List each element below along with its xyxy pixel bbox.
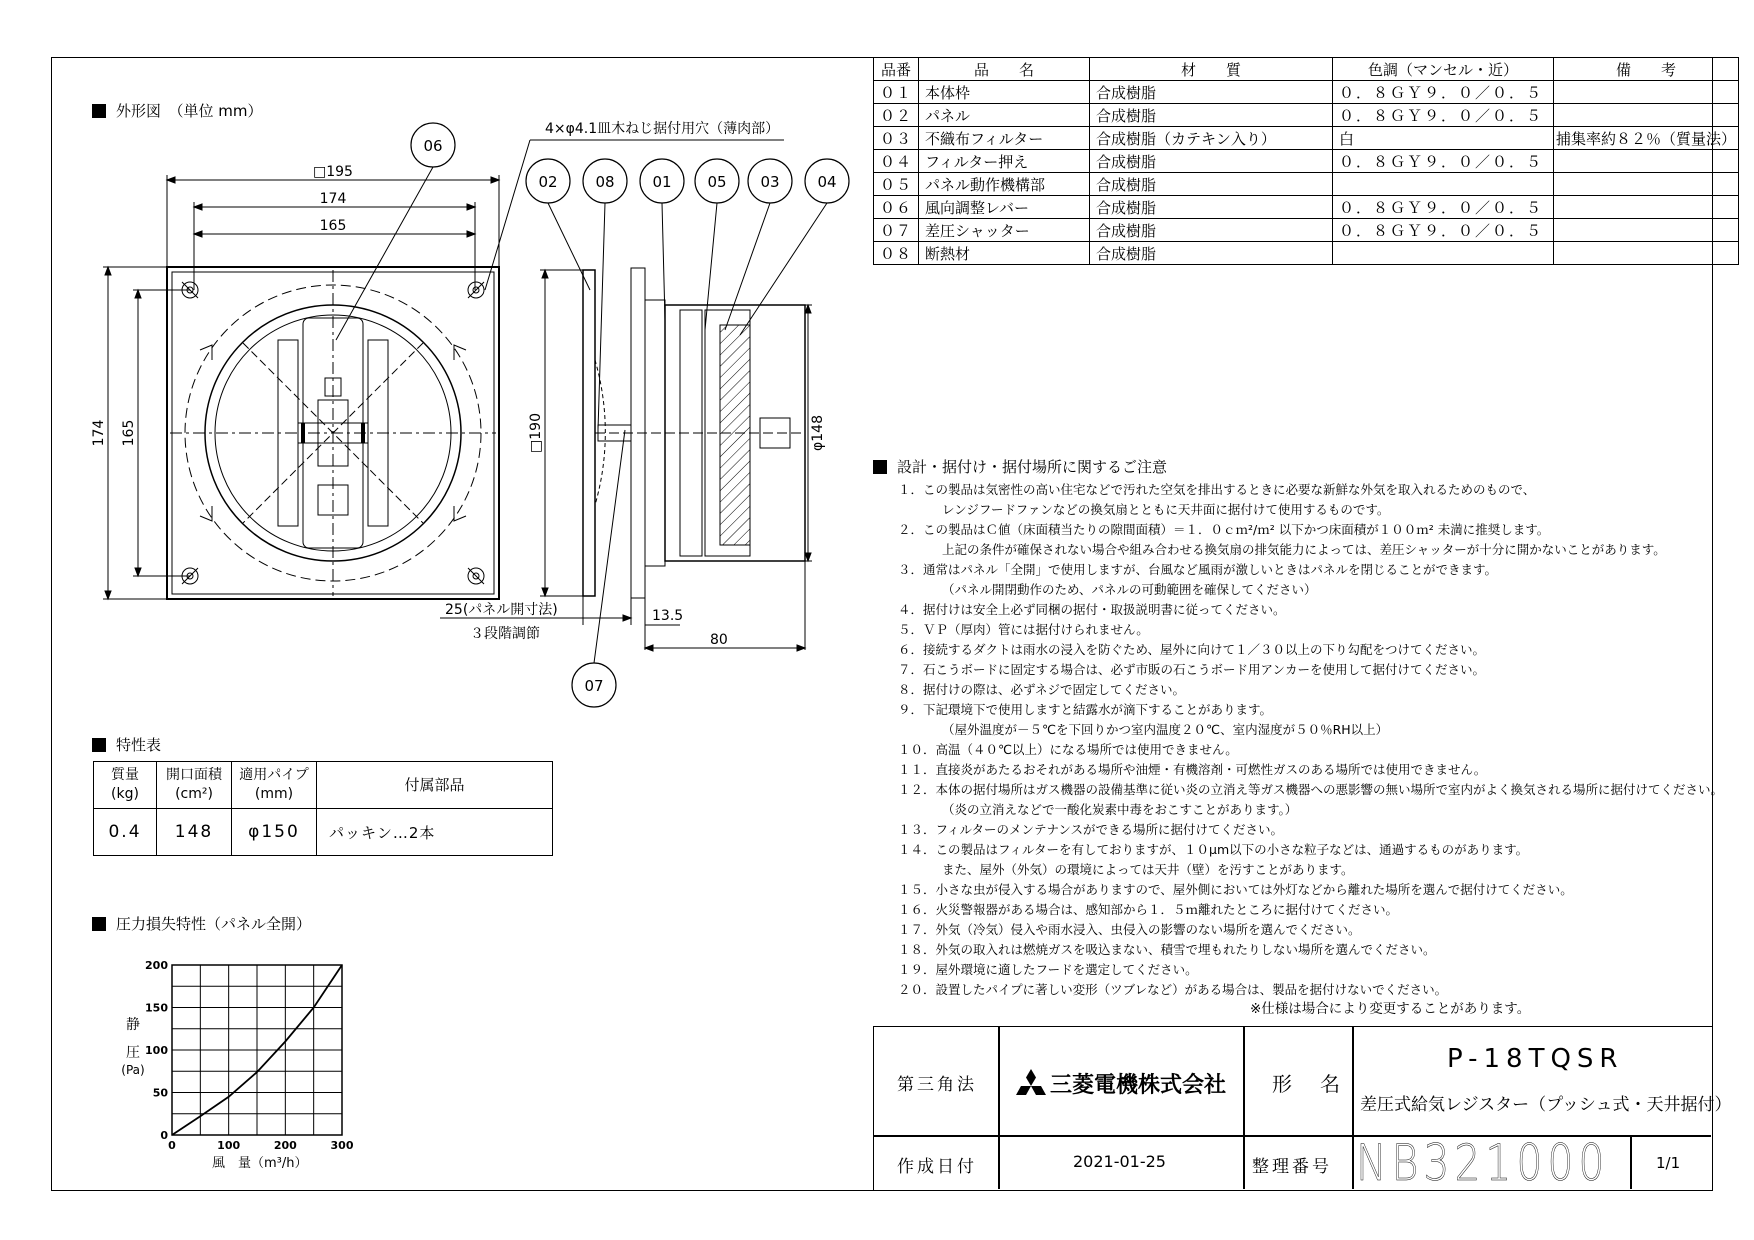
y-tick-label: 150 <box>145 1001 168 1015</box>
note-line: レンジフードファンなどの換気扇とともに天井面に据付けて使用するものです。 <box>942 502 1390 517</box>
date-value: 2021-01-25 <box>1073 1152 1166 1171</box>
part-remark <box>1554 81 1739 104</box>
header-remark: 備 考 <box>1554 58 1739 81</box>
spec-acc-header: 付属部品 <box>317 762 553 809</box>
part-color <box>1333 242 1554 265</box>
dim-174-top: 174 <box>319 191 347 207</box>
spec-pipe-header: 適用パイプ (mm) <box>232 762 317 809</box>
model-number: P-18TQSR <box>1447 1044 1624 1074</box>
note-line: ２０．設置したパイプに著しい変形（ツブレなど）がある場合は、製品を据付けないでください。 <box>898 982 1448 997</box>
spec-table <box>93 761 553 856</box>
table-row <box>874 127 1739 150</box>
dim-165-left: 165 <box>121 419 137 447</box>
model-label: 形 名 <box>1272 1072 1344 1096</box>
y-tick-label: 0 <box>160 1129 168 1142</box>
y-tick-label: 100 <box>145 1044 168 1057</box>
part-material: 合成樹脂 <box>1090 219 1333 242</box>
page-number: 1/1 <box>1656 1154 1681 1172</box>
part-no: ０７ <box>874 219 919 242</box>
dim-13-5: 13.5 <box>652 608 684 624</box>
y-tick-label: 50 <box>152 1086 168 1100</box>
note-line: ２．この製品はＣ値（床面積当たりの隙間面積）＝１．０ｃｍ²/ｍ² 以下かつ床面積が１００ｍ² 未満に推奨します。 <box>898 522 1550 537</box>
part-no: ０６ <box>874 196 919 219</box>
note-line: （パネル開閉動作のため、パネルの可動範囲を確保してください） <box>942 582 1317 597</box>
part-color: ０．８ＧＹ９．０／０．５ <box>1333 150 1554 173</box>
callout-circles <box>411 123 849 707</box>
spec-acc: パッキン…2本 <box>317 809 553 856</box>
callout-07: 07 <box>584 677 604 695</box>
note-line: （屋外温度が－５℃を下回りかつ室内温度２０℃、室内湿度が５０％RH以上） <box>942 722 1389 737</box>
note-line: １８．外気の取入れは燃焼ガスを吸込まない、積雪で埋もれたりしない場所を選んでください。 <box>898 942 1436 957</box>
part-color <box>1333 173 1554 196</box>
part-material: 合成樹脂 <box>1090 242 1333 265</box>
part-color: ０．８ＧＹ９．０／０．５ <box>1333 196 1554 219</box>
screw-note: 4×φ4.1皿木ねじ据付用穴（薄肉部） <box>545 121 780 137</box>
note-line: １．この製品は気密性の高い住宅などで汚れた空気を排出するときに必要な新鮮な外気を取入れるためのもので、 <box>898 482 1536 497</box>
header-material: 材 質 <box>1090 58 1333 81</box>
callout-01: 01 <box>652 173 672 191</box>
y-tick-label: 200 <box>145 959 168 972</box>
ylabel-char: 圧 <box>126 1045 140 1061</box>
note-line: １２．本体の据付場所はガス機器の設備基準に従い炎の立消え等ガス機器への悪影響の無い場所で室内がよく換気される場所に据付けてください。 <box>898 782 1724 797</box>
part-remark <box>1554 242 1739 265</box>
callout-04: 04 <box>817 173 837 191</box>
dim-165-top: 165 <box>319 218 347 234</box>
part-name: 風向調整レバー <box>919 196 1090 219</box>
header-name: 品 名 <box>919 58 1090 81</box>
date-label: 作成日付 <box>897 1157 977 1177</box>
mitsubishi-logo-icon <box>1014 1068 1048 1098</box>
part-remark <box>1554 104 1739 127</box>
drawing-number: NB321000 <box>1356 1134 1610 1192</box>
part-name: パネル動作機構部 <box>919 173 1090 196</box>
part-remark <box>1554 219 1739 242</box>
header-no: 品番 <box>874 58 919 81</box>
spec-change-note: ※仕様は場合により変更することがあります。 <box>1250 1001 1531 1017</box>
dim-174-left: 174 <box>91 419 107 447</box>
part-name: 本体枠 <box>919 81 1090 104</box>
side-view <box>583 268 805 598</box>
product-name: 差圧式給気レジスター（プッシュ式・天井据付） <box>1360 1095 1732 1115</box>
note-line: １４．この製品はフィルターを有しておりますが、１０μm以下の小さな粒子などは、通過するものがあります。 <box>898 842 1529 857</box>
company-name: 三菱電機株式会社 <box>1050 1073 1227 1098</box>
ylabel-unit: (Pa) <box>121 1063 145 1077</box>
note-line: １５．小さな虫が侵入する場合がありますので、屋外側においては外灯などから離れた場所を選んで据付けてください。 <box>898 882 1573 897</box>
number-label: 整理番号 <box>1252 1157 1332 1177</box>
projection-label: 第三角法 <box>897 1075 977 1095</box>
header-color: 色調（マンセル・近） <box>1333 58 1554 81</box>
spec-pipe: φ150 <box>232 809 317 856</box>
spec-area-header: 開口面積 (cm²) <box>157 762 232 809</box>
dim-80: 80 <box>710 632 728 648</box>
part-no: ０８ <box>874 242 919 265</box>
part-no: ０４ <box>874 150 919 173</box>
parts-table <box>873 57 1739 265</box>
x-tick-label: 0 <box>168 1139 176 1152</box>
note-line: １９．屋外環境に適したフードを選定してください。 <box>898 962 1198 977</box>
table-row <box>874 104 1739 127</box>
part-name: パネル <box>919 104 1090 127</box>
note-line: ４．据付けは安全上必ず同梱の据付・取扱説明書に従ってください。 <box>898 602 1286 617</box>
callout-05: 05 <box>707 173 727 191</box>
note-line: ６．接続するダクトは雨水の浸入を防ぐため、屋外に向けて１／３０以上の下り勾配をつけてください。 <box>898 642 1486 657</box>
table-row <box>874 173 1739 196</box>
note-line: 上記の条件が確保されない場合や組み合わせる換気扇の排気能力によっては、差圧シャッターが十分に開かないことがあります。 <box>942 542 1666 557</box>
part-name: 差圧シャッター <box>919 219 1090 242</box>
callout-08: 08 <box>595 173 615 191</box>
part-no: ０２ <box>874 104 919 127</box>
part-material: 合成樹脂（カテキン入り） <box>1090 127 1333 150</box>
table-row <box>874 81 1739 104</box>
part-color: ０．８ＧＹ９．０／０．５ <box>1333 104 1554 127</box>
spec-header <box>94 762 553 809</box>
pressure-xlabel: 風 量（m³/h） <box>212 1156 308 1171</box>
note-line: ７．石こうボードに固定する場合は、必ず市販の石こうボード用アンカーを使用して据付けてください。 <box>898 662 1486 677</box>
part-material: 合成樹脂 <box>1090 81 1333 104</box>
part-color: 白 <box>1333 127 1554 150</box>
note-line: １３．フィルターのメンテナンスができる場所に据付けてください。 <box>898 822 1284 837</box>
spec-values <box>94 809 553 856</box>
part-no: ０３ <box>874 127 919 150</box>
table-row <box>874 196 1739 219</box>
dim-190: □190 <box>528 413 544 453</box>
part-color: ０．８ＧＹ９．０／０．５ <box>1333 81 1554 104</box>
part-remark <box>1554 196 1739 219</box>
table-row <box>874 242 1739 265</box>
callout-06: 06 <box>423 137 443 155</box>
note-line: また、屋外（外気）の環境によっては天井（壁）を汚すことがあります。 <box>942 862 1354 877</box>
notes-title: 設計・据付け・据付場所に関するご注意 <box>873 456 1167 477</box>
dim-25: 25(パネル開寸法) <box>445 602 558 618</box>
part-color: ０．８ＧＹ９．０／０．５ <box>1333 219 1554 242</box>
callout-03: 03 <box>760 173 780 191</box>
parts-header <box>874 58 1739 81</box>
part-remark <box>1554 173 1739 196</box>
part-no: ０５ <box>874 173 919 196</box>
part-name: フィルター押え <box>919 150 1090 173</box>
part-name: 不織布フィルター <box>919 127 1090 150</box>
note-line: １７．外気（冷気）侵入や雨水浸入、虫侵入の影響のない場所を選んでください。 <box>898 922 1361 937</box>
table-row <box>874 150 1739 173</box>
dim-148: φ148 <box>810 415 826 451</box>
note-line: １１．直接炎があたるおそれがある場所や油煙・有機溶剤・可燃性ガスのある場所では使用できません。 <box>898 762 1487 777</box>
part-remark <box>1554 150 1739 173</box>
note-line: ８．据付けの際は、必ずネジで固定してください。 <box>898 682 1186 697</box>
outline-drawing <box>0 0 870 720</box>
spec-mass: 0.4 <box>94 809 157 856</box>
dim-3step: ３段階調節 <box>470 626 540 642</box>
callout-02: 02 <box>538 173 558 191</box>
pressure-title: 圧力損失特性（パネル全開） <box>92 913 311 934</box>
note-line: ３．通常はパネル「全開」で使用しますが、台風など風雨が激しいときはパネルを閉じることができます。 <box>898 562 1498 577</box>
part-material: 合成樹脂 <box>1090 196 1333 219</box>
spec-title: 特性表 <box>92 734 161 755</box>
note-line: １０．高温（４０℃以上）になる場所では使用できません。 <box>898 742 1238 757</box>
notes-list <box>898 480 1723 1000</box>
part-no: ０１ <box>874 81 919 104</box>
x-tick-label: 300 <box>330 1139 354 1152</box>
dim-195: □195 <box>313 164 353 180</box>
note-line: ５．ＶＰ（厚肉）管には据付けられません。 <box>898 622 1149 637</box>
note-line: ９．下記環境下で使用しますと結露水が滴下することがあります。 <box>898 702 1273 717</box>
pressure-chart <box>140 955 370 1175</box>
ylabel-char: 静 <box>126 1017 140 1033</box>
spec-area: 148 <box>157 809 232 856</box>
part-material: 合成樹脂 <box>1090 173 1333 196</box>
part-material: 合成樹脂 <box>1090 104 1333 127</box>
table-row <box>874 219 1739 242</box>
part-material: 合成樹脂 <box>1090 150 1333 173</box>
x-tick-label: 200 <box>273 1139 297 1152</box>
note-line: （炎の立消えなどで一酸化炭素中毒をおこすことがあります。） <box>942 802 1298 817</box>
part-remark: 捕集率約８２％（質量法） <box>1554 127 1739 150</box>
note-line: １６．火災警報器がある場合は、感知部から１．５ｍ離れたところに据付けてください。 <box>898 902 1399 917</box>
outline-title: 外形図 （単位 mm） <box>92 100 263 121</box>
spec-mass-header: 質量 (kg) <box>94 762 157 809</box>
x-tick-label: 100 <box>217 1139 241 1152</box>
part-name: 断熱材 <box>919 242 1090 265</box>
